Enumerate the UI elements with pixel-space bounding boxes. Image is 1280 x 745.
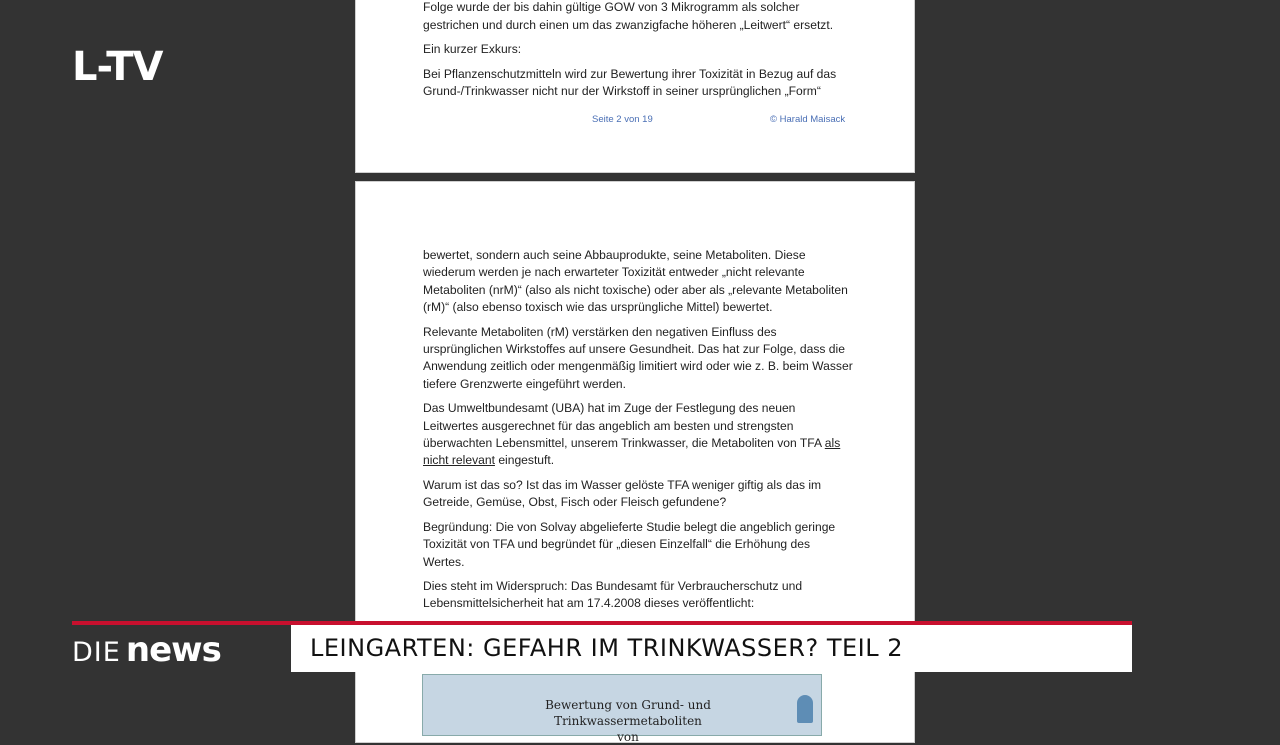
embedded-document-title: Bewertung von Grund- und Trinkwassermetaboliten von (545, 698, 711, 744)
headline-bar (291, 625, 1132, 672)
text-line: Folge wurde der bis dahin gültige GOW von 3 Mikrogramm als solcher (423, 0, 800, 15)
paragraph: Warum ist das so? Ist das im Wasser gelöste TFA weniger giftig als das im Getreide, Gemüse, Obst, Fisch oder Fleisch gefundene? (423, 477, 822, 510)
paragraph-text: eingestuft. (498, 453, 555, 468)
paragraph (423, 400, 853, 470)
page-text (423, 0, 853, 107)
paragraph-text: Das Umweltbundesamt (UBA) hat im Zuge der Festlegung des neuen Leitwertes ausgerechnet für das angeblich am besten und strengsten überwachten Lebensmittel, unserem Trinkwasser, die Metaboliten von TFA (423, 401, 822, 451)
ltv-logo (72, 46, 162, 88)
copyright-author: © Harald Maisack (770, 114, 846, 125)
page-text (423, 247, 853, 620)
paragraph: Relevante Metaboliten (rM) verstärken den negativen Einfluss des ursprünglichen Wirkstoffes auf unsere Gesundheit. Das hat zur Folge, dass die Anwendung zeitlich oder mengenmäßig limitiert wird oder wie z. B. beim Wasser tiefere Grenzwerte eingeführt werden. (423, 324, 853, 391)
underlined-phrase: als nicht relevant (423, 436, 841, 468)
paragraph: Bei Pflanzenschutzmitteln wird zur Bewertung ihrer Toxizität in Bezug auf das Grund-/Trinkwasser nicht nur der Wirkstoff in seiner ursprünglichen „Form“ (423, 66, 837, 99)
text-line: gestrichen und durch einen um das zwanzigfache höheren „Leitwert“ ersetzt. (423, 17, 834, 32)
headline-text: LEINGARTEN: GEFAHR IM TRINKWASSER? TEIL 2 (310, 634, 903, 662)
page-number: Seite 2 von 19 (592, 114, 653, 125)
document-page-2 (356, 0, 914, 172)
excursus-heading: Ein kurzer Exkurs: (423, 42, 522, 57)
paragraph: bewertet, sondern auch seine Abbauprodukte, seine Metaboliten. Diese wiederum werden je nach erwarteter Toxizität entweder „nicht relevante Metaboliten (nrM)“ (also als nicht toxische) oder aber als „relevante Metaboliten (rM)“ (also ebenso toxisch wie das ursprüngliche Mittel) bewertet. (423, 248, 848, 315)
die-news-brand (72, 632, 221, 674)
paragraph: Dies steht im Widerspruch: Das Bundesamt für Verbraucherschutz und Lebensmittelsicherheit hat am 17.4.2008 dieses veröffentlicht: (423, 578, 803, 611)
paragraph: Begründung: Die von Solvay abgelieferte Studie belegt die angeblich geringe Toxizität von TFA und begründet für „diesen Einzelfall“ die Erhöhung des Wertes. (423, 519, 836, 569)
water-drop-icon (797, 695, 813, 723)
brand-news: news (125, 630, 221, 670)
brand-die: DIE (72, 637, 121, 668)
ltv-logo-text: L-TV (72, 44, 163, 90)
embedded-document-cover (422, 674, 822, 744)
